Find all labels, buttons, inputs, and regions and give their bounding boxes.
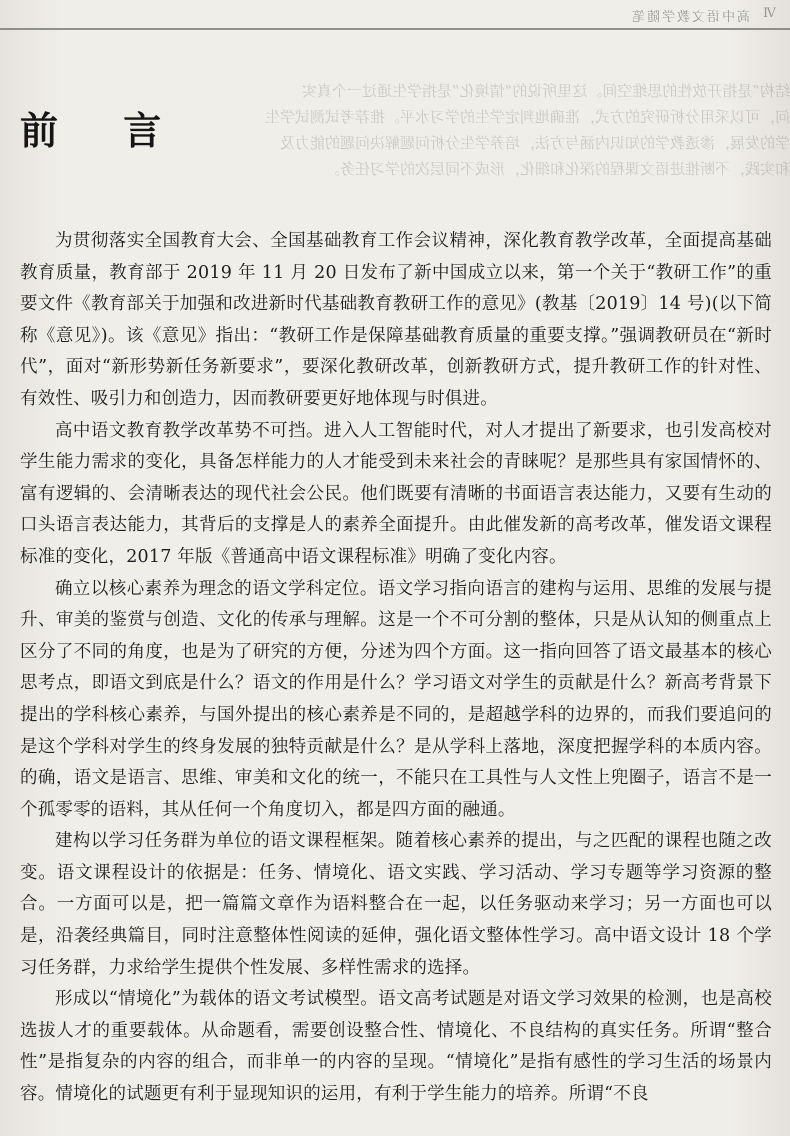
running-header: 高中语文教学随笔 bbox=[629, 10, 750, 25]
page-number: Ⅳ bbox=[763, 6, 776, 21]
paragraph: 建构以学习任务群为单位的语文课程框架。随着核心素养的提出，与之匹配的课程也随之改变。语文课程设计的依据是：任务、情境化、语文实践、学习活动、学习专题等学习资源的整合。一方面可以是，把一篇篇文章作为语料整合在一起，以任务驱动来学习；另一方面也可以是，沿袭经典篇目，同时注意整体性阅读的延伸，强化语文整体性学习。高中语文设计 18 个学习任务群，力求给学生提供个性发展、多样性需求的选择。 bbox=[20, 831, 772, 978]
paragraph: 确立以核心素养为理念的语文学科定位。语文学习指向语言的建构与运用、思维的发展与提升、审美的鉴赏与创造、文化的传承与理解。这是一个不可分割的整体，只是从认知的侧重点上区分了不同的角度，也是为了研究的方便，分述为四个方面。这一指向回答了语文最基本的核心思考点，即语文到底是什么？语文的作用是什么？学习语文对学生的贡献是什么？新高考背景下提出的学科核心素养，与国外提出的核心素养是不同的，是超越学科的边界的，而我们要追问的是这个学科对学生的终身发展的独特贡献是什么？是从学科上落地，深度把握学科的本质内容。的确，语文是语言、思维、审美和文化的统一，不能只在工具性与人文性上兜圈子，语言不是一个孤零零的语料，其从任何一个角度切入，都是四方面的融通。 bbox=[20, 578, 772, 820]
paragraph: 形成以“情境化”为载体的语文考试模型。语文高考试题是对语文学习效果的检测，也是高校选拔人才的重要载体。从命题看，需要创设整合性、情境化、不良结构的真实任务。所谓“整合性”是指复杂的内容的组合，而非单一的内容的呈现。“情境化”是指有感性的学习生活的场景内容。情境化的试题更有利于显现知识的运用，有利于学生能力的培养。所谓“不良 bbox=[20, 989, 772, 1105]
show-through-line: 学的发展，渗透教学的知识内涵与方法，培养学生分析问题解决问题的能力及 bbox=[279, 134, 790, 152]
show-through-line: 问，可以采用分析研究的方式，准确地判定学生的学习水平。推荐考试测试学生 bbox=[264, 108, 790, 126]
show-through-text bbox=[264, 78, 790, 182]
paragraph: 高中语文教育教学改革势不可挡。进入人工智能时代，对人才提出了新要求，也引发高校对学生能力需求的变化，具备怎样能力的人才能受到未来社会的青睐呢？是那些具有家国情怀的、富有逻辑的、会清晰表达的现代社会公民。他们既要有清晰的书面语言表达能力，又要有生动的口头语言表达能力，其背后的支撑是人的素养全面提升。由此催发新的高考改革，催发语文课程标准的变化，2017 年版《普通高中语文课程标准》明确了变化内容。 bbox=[20, 420, 772, 567]
show-through-line: 结构”是指开放性的思维空间。这里所说的“情境化”是指学生通过一个真实 bbox=[301, 82, 790, 100]
show-through-line: 和实践，不断推进语文课程的深化和细化，形成不同层次的学习任务。 bbox=[324, 160, 790, 178]
header-rule bbox=[0, 28, 790, 30]
paragraph: 为贯彻落实全国教育大会、全国基础教育工作会议精神，深化教育教学改革，全面提高基础教育质量，教育部于 2019 年 11 月 20 日发布了新中国成立以来，第一个关于“教研工作”的重要文件《教育部关于加强和改进新时代基础教育教研工作的意见》(教基〔2019〕14 号)(以下简称《意见》)。该《意见》指出：“教研工作是保障基础教育质量的重要支撑。”强调教研员在“新时代”，面对“新形势新任务新要求”，要深化教研改革，创新教研方式，提升教研工作的针对性、有效性、吸引力和创造力，因而教研要更好地体现与时俱进。 bbox=[20, 231, 772, 409]
body-text bbox=[20, 226, 772, 1111]
page-title: 前 言 bbox=[20, 109, 188, 153]
